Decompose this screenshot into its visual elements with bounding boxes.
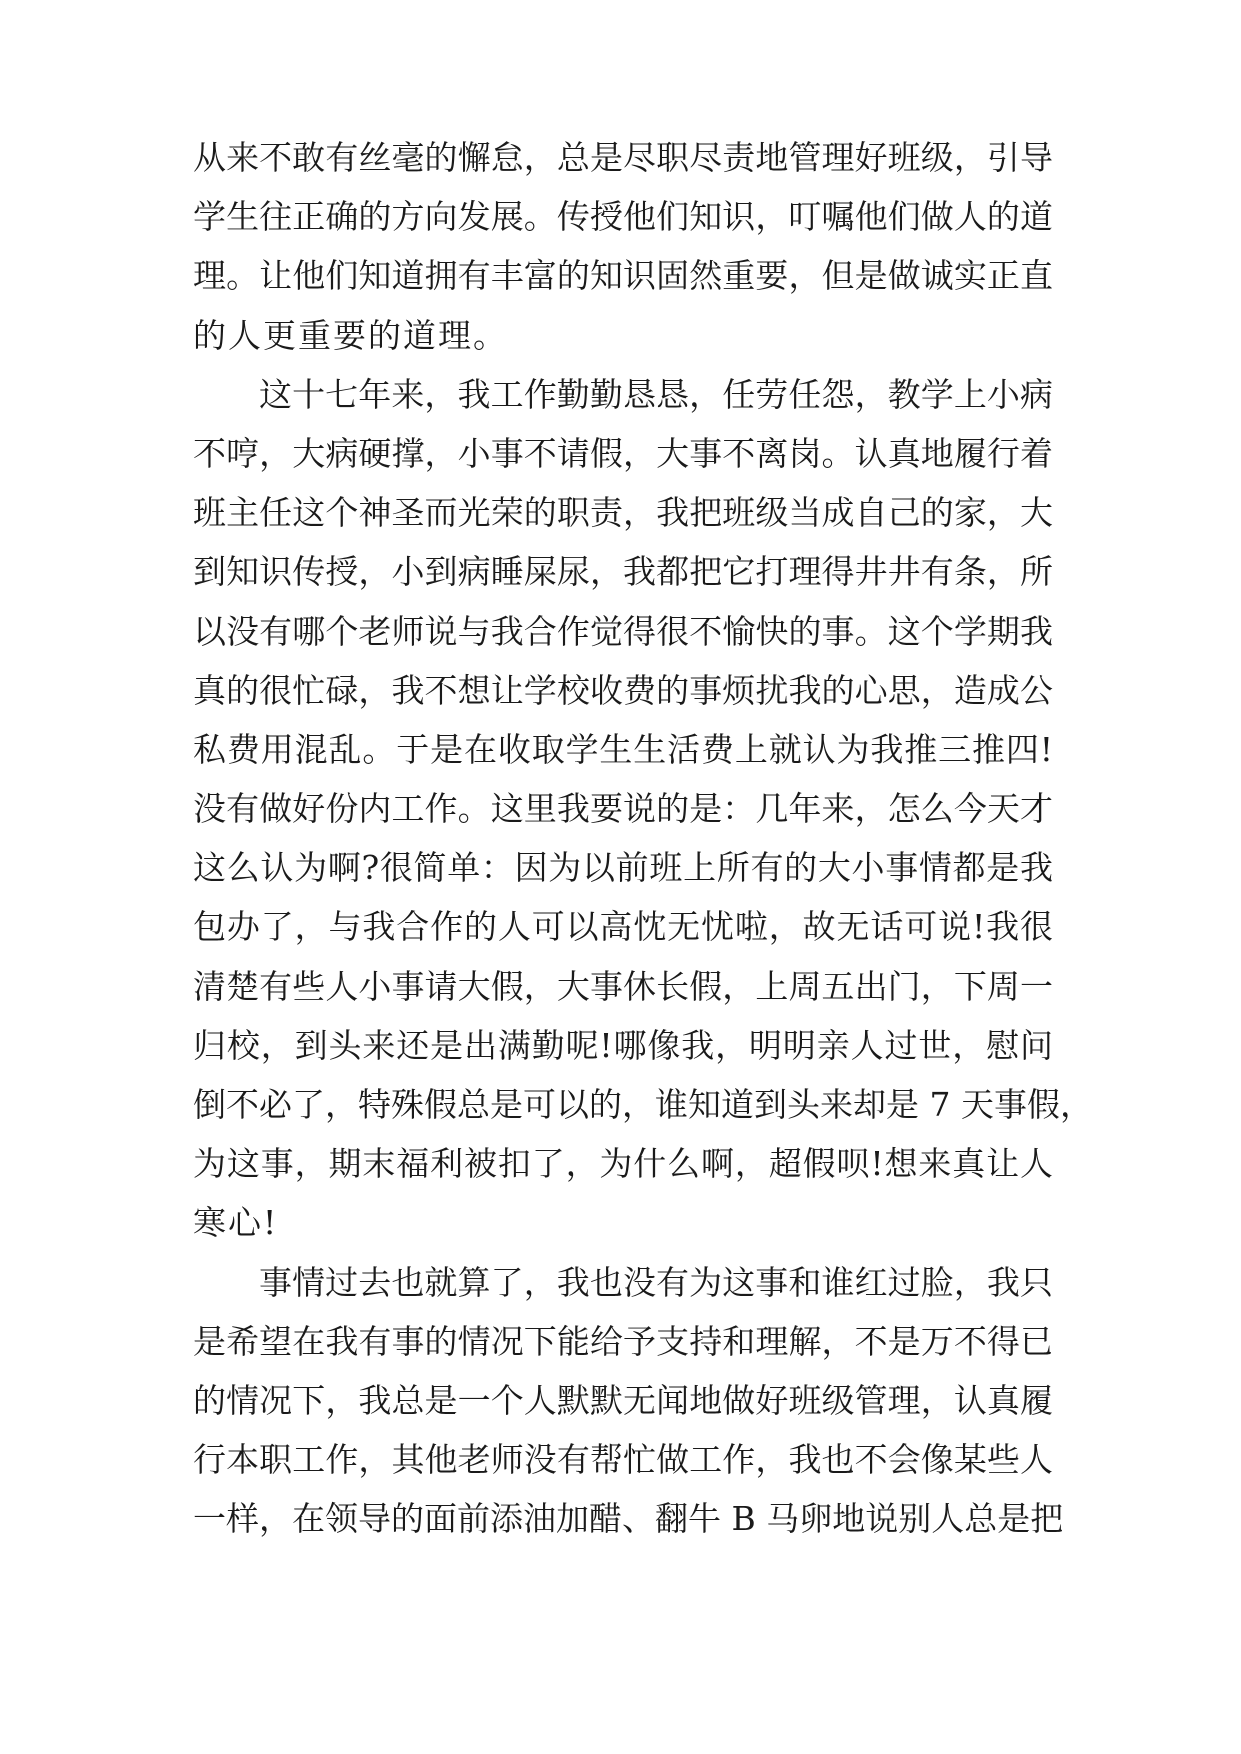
text-line: 没有做好份内工作。这里我要说的是：几年来，怎么今天才 [193,789,1053,829]
text-line: 以没有哪个老师说与我合作觉得很不愉快的事。这个学期我 [193,611,1053,651]
text-line: 行本职工作，其他老师没有帮忙做工作，我也不会像某些人 [193,1440,1053,1480]
text-line: 真的很忙碌，我不想让学校收费的事烦扰我的心思，造成公 [193,670,1053,710]
paragraph [193,365,1093,1253]
text-line: 包办了，与我合作的人可以高忱无忧啦，故无话可说!我很 [193,907,1053,947]
text-line: 学生往正确的方向发展。传授他们知识，叮嘱他们做人的道 [193,197,1053,237]
text-line: 班主任这个神圣而光荣的职责，我把班级当成自己的家，大 [193,493,1053,533]
document-body [193,128,1093,1549]
text-line: 不哼，大病硬撑，小事不请假，大事不离岗。认真地履行着 [193,433,1053,473]
text-line: 为这事，期末福利被扣了，为什么啊，超假呗!想来真让人 [193,1144,1053,1184]
text-line: 是希望在我有事的情况下能给予支持和理解，不是万不得已 [193,1321,1053,1361]
text-line: 清楚有些人小事请大假，大事休长假，上周五出门，下周一 [193,966,1053,1006]
text-line: 寒心! [193,1203,279,1243]
text-line: 归校，到头来还是出满勤呢!哪像我，明明亲人过世，慰问 [193,1025,1053,1065]
text-line: 理。让他们知道拥有丰富的知识固然重要，但是做诚实正直 [193,256,1053,296]
text-line: 一样，在领导的面前添油加醋、翻牛 B 马卵地说别人总是把 [193,1499,1064,1539]
paragraph [193,128,1053,365]
text-line: 从来不敢有丝毫的懈怠，总是尽职尽责地管理好班级，引导 [193,138,1053,177]
text-line: 这么认为啊?很简单：因为以前班上所有的大小事情都是我 [193,848,1053,888]
paragraph [193,1253,1064,1549]
text-line: 到知识传授，小到病睡屎尿，我都把它打理得井井有条，所 [193,552,1053,592]
text-line: 私费用混乱。于是在收取学生生活费上就认为我推三推四! [193,729,1053,769]
text-line: 倒不必了，特殊假总是可以的，谁知道到头来却是 7 天事假， [193,1085,1093,1124]
text-line: 的情况下，我总是一个人默默无闻地做好班级管理，认真履 [193,1380,1053,1420]
text-line: 事情过去也就算了，我也没有为这事和谁红过脸，我只 [259,1262,1053,1302]
text-line: 这十七年来，我工作勤勤恳恳，任劳任怨，教学上小病 [259,374,1053,414]
text-line: 的人更重要的道理。 [193,315,508,355]
